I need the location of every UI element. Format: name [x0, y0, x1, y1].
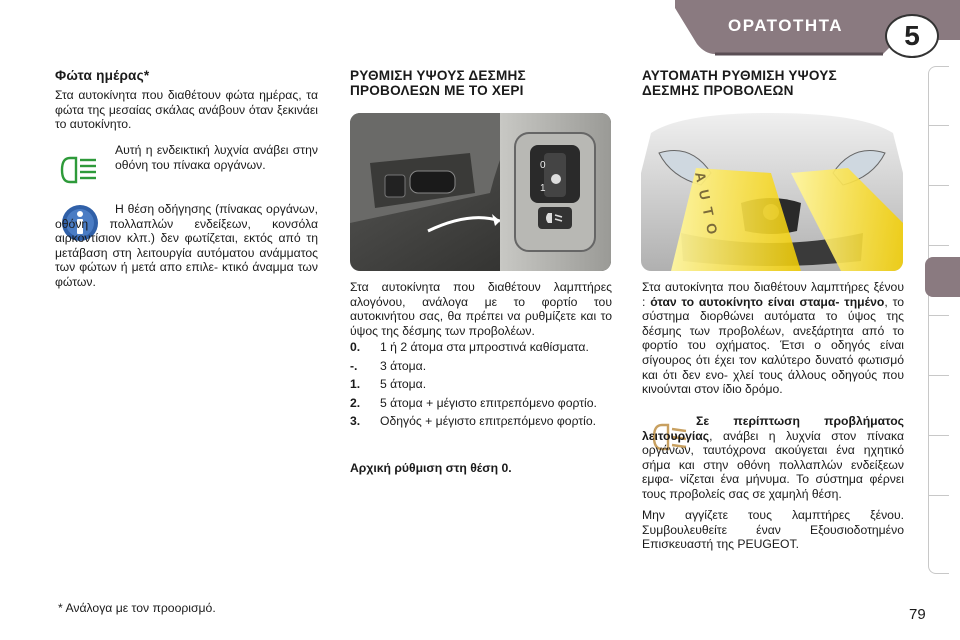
headlamp-warning-icon [58, 150, 102, 190]
xenon-advice: Μην αγγίζετε τους λαμπτήρες ξένου. Συμβουλευθείτε έναν Εξουσιοδοτημένο Επισκευαστή της PEUGEOT. [642, 508, 904, 552]
step-item [350, 396, 612, 411]
step-item [350, 359, 612, 374]
info-note: Η θέση οδήγησης (πίνακας οργάνων, οθόνη πολλαπλών ενδείξεων, κονσόλα αιρκοντίσιον κλπ.) δεν φωτίζεται, εκτός από τη μετάβαση στη λειτουργία αυτόματου ανάμματος των φώτων ή μετά απο επιλε- κτικό άναμμα των φώτων. [55, 202, 318, 289]
heading-line: ΑΥΤΟΜΑΤΗ ΡΥΘΜΙΣΗ ΥΨΟΥΣ [642, 68, 837, 83]
step-text: 5 άτομα. [380, 377, 427, 392]
manual-adjust-heading [350, 68, 526, 98]
malfunction-note [642, 414, 904, 502]
page-title: ΟΡΑΤΟΤΗΤΑ [728, 16, 844, 35]
page-number: 79 [909, 606, 926, 623]
auto-beam-label: AUTO [692, 170, 723, 244]
chapter-tabs [928, 66, 949, 574]
daylights-heading: Φώτα ημέρας* [55, 68, 150, 83]
step-text: Οδηγός + μέγιστο επιτρεπόμενο φορτίο. [380, 414, 597, 429]
auto-adjust-heading [642, 68, 837, 98]
step-key: 0. [350, 340, 361, 354]
chapter-badge: 5 [885, 14, 939, 58]
daylights-intro: Στα αυτοκίνητα που διαθέτουν φώτα ημέρας, τα φώτα της μεσαίας σκάλας ανάβουν όταν ξεκινάει το αυτοκίνητο. [55, 88, 318, 132]
step-key: 1. [350, 377, 361, 392]
dashboard-control-photo [350, 113, 611, 271]
step-text: 3 άτομα. [380, 358, 427, 373]
body-pre: Στα αυτοκίνητα που διαθέτουν λαμπτήρες ξένου : [642, 280, 904, 309]
auto-adjust-body [642, 280, 904, 397]
step-item [350, 340, 612, 355]
malfunction-text: , ανάβει η λυχνία στον πίνακα οργάνων, ταυτόχρονα ακούγεται ένα ηχητικό σήμα και στην οθόνη πολλαπλών ενδείξεων εμφα- νίζεται ένα μήνυμα. Το σύστημα φέρνει τους προβολείς σας σε χαμηλή θέση. [642, 428, 904, 501]
step-text: 1 ή 2 άτομα στα μπροστινά καθίσματα. [380, 340, 589, 354]
initial-setting: Αρχική ρύθμιση στη θέση 0. [350, 461, 512, 475]
heading-line: ΡΥΘΜΙΣΗ ΥΨΟΥΣ ΔΕΣΜΗΣ [350, 68, 526, 83]
step-key: 3. [350, 414, 361, 429]
dial-label-1: 1 [540, 183, 546, 194]
step-key: 2. [350, 395, 361, 410]
step-text: 5 άτομα + μέγιστο επιτρεπόμενο φορτίο. [380, 395, 597, 410]
heading-line: ΠΡΟΒΟΛΕΩΝ ΜΕ ΤΟ ΧΕΡΙ [350, 83, 524, 98]
footnote: * Ανάλογα με τον προορισμό. [58, 601, 216, 615]
step-key: -. [350, 358, 358, 373]
dial-label-0: 0 [540, 160, 546, 171]
active-chapter-tab [925, 257, 960, 297]
step-item [350, 414, 612, 429]
car-headlight-beam-illustration [641, 113, 903, 271]
malfunction-bold: Σε περίπτωση προβλήματος λειτουργίας [642, 414, 904, 443]
body-bold: όταν το αυτοκίνητο είναι σταμα- τημένο [650, 294, 885, 309]
manual-adjust-body: Στα αυτοκίνητα που διαθέτουν λαμπτήρες αλογόνου, ανάλογα με το φορτίο του αυτοκινήτου σας, θα πρέπει να ρυθμίζετε και το ύψος της δέσμης των προβολέων. [350, 280, 612, 338]
lamp-note: Αυτή η ενδεικτική λυχνία ανάβει στην οθόνη του πίνακα οργάνων. [115, 143, 318, 172]
body-post: , το σύστημα διορθώνει αυτόματα το ύψος της δέσμης των προβολέων, ανεξάρτητα από το φορτίο του οχήματος. Έτσι ο οδηγός είναι σίγουρος ότι έχει τον καλύτερο δυνατό φωτισμό και ότι δεν ενο- χλεί τους άλλους οδηγούς που κινούνται στον ίδιο δρόμο. [642, 294, 904, 397]
step-item [350, 377, 612, 392]
heading-line: ΔΕΣΜΗΣ ΠΡΟΒΟΛΕΩΝ [642, 83, 794, 98]
load-steps-list [350, 340, 612, 433]
